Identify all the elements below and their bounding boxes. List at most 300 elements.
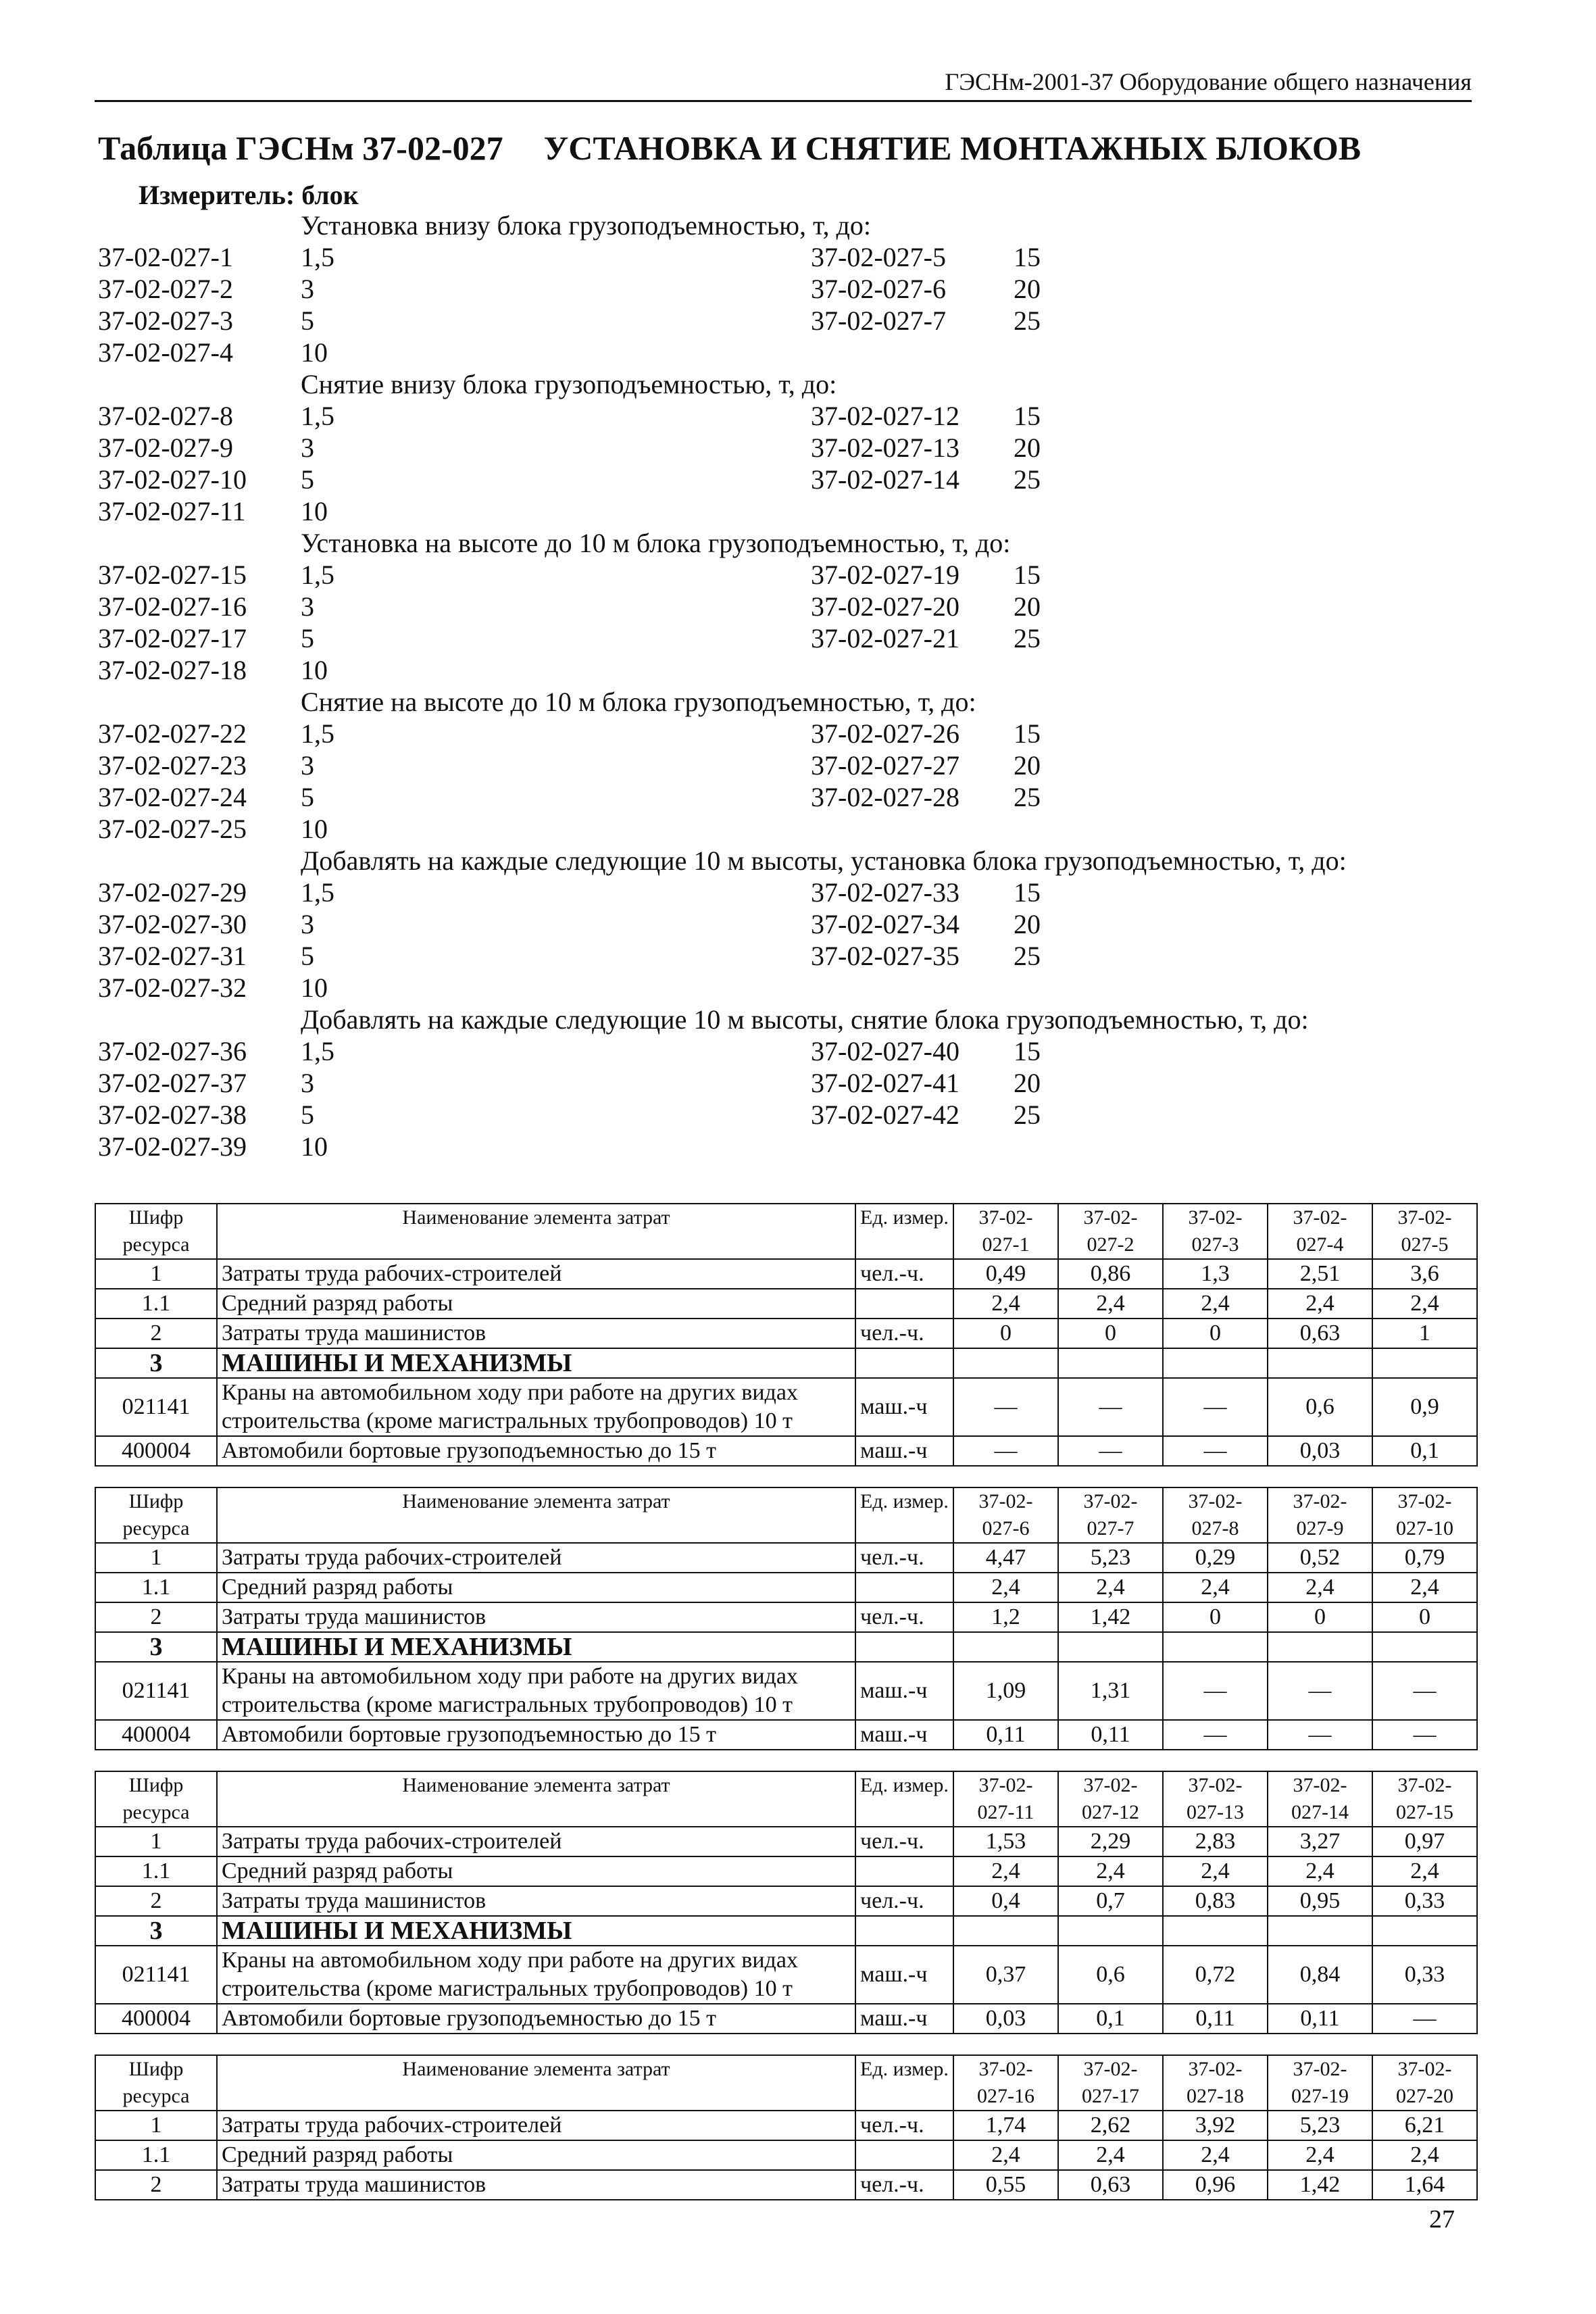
header-norm-code: 37-02- 027-20 [1372, 2055, 1477, 2111]
resource-unit: маш.-ч [855, 1378, 953, 1436]
resource-unit: маш.-ч [855, 1662, 953, 1720]
header-name: Наименование элемента затрат [217, 1487, 855, 1543]
measure-unit: Измеритель: блок [139, 180, 359, 210]
item-code: 37-02-027-36 [98, 1036, 247, 1066]
table-heading: УСТАНОВКА И СНЯТИЕ МОНТАЖНЫХ БЛОКОВ [543, 129, 1362, 167]
resource-name: Затраты труда рабочих-строителей [217, 2111, 855, 2140]
resource-value: 0,1 [1058, 2004, 1163, 2034]
item-capacity: 20 [1014, 909, 1041, 939]
item-code: 37-02-027-23 [98, 750, 247, 781]
resource-value: 6,21 [1372, 2111, 1477, 2140]
header-name: Наименование элемента затрат [217, 2055, 855, 2111]
header-norm-code: 37-02- 027-2 [1058, 1204, 1163, 1259]
group-row [98, 241, 1483, 273]
item-code [811, 813, 1014, 845]
group-row [98, 718, 1483, 749]
resource-value: — [1372, 1720, 1477, 1750]
item-capacity: 15 [1014, 877, 1041, 908]
item-capacity: 15 [1014, 242, 1041, 272]
header-unit: Ед. измер. [855, 1771, 953, 1827]
resource-unit: маш.-ч [855, 1720, 953, 1750]
item-code: 37-02-027-5 [811, 242, 946, 272]
resource-value: 0,72 [1163, 1946, 1268, 2004]
resource-value: 1,3 [1163, 1259, 1268, 1289]
resource-value: 3,6 [1372, 1259, 1477, 1289]
resource-value: 0,83 [1163, 1886, 1268, 1916]
group-row [98, 591, 1483, 622]
item-capacity: 20 [1014, 1068, 1041, 1098]
group-row [98, 305, 1483, 337]
table-header-row [95, 1487, 1477, 1543]
resource-value: 0,03 [953, 2004, 1058, 2034]
resource-value [953, 1348, 1058, 1378]
item-capacity [1014, 972, 1149, 1004]
resource-value: 1,09 [953, 1662, 1058, 1720]
group-caption: Добавлять на каждые следующие 10 м высоты, снятие блока грузоподъемностью, т, до: [301, 1004, 1309, 1035]
resource-value [1268, 1348, 1372, 1378]
resource-unit [855, 1632, 953, 1662]
table-row [95, 2004, 1477, 2034]
header-code: Шифр ресурса [95, 2055, 217, 2111]
resource-value: 0 [1163, 1602, 1268, 1632]
table-row [95, 1720, 1477, 1750]
resource-value: 2,4 [1372, 1573, 1477, 1602]
item-capacity: 1,5 [301, 560, 334, 590]
item-code: 37-02-027-27 [811, 750, 959, 781]
table-row [95, 1662, 1477, 1720]
resource-unit: чел.-ч. [855, 1827, 953, 1856]
resource-value: 2,4 [1372, 1289, 1477, 1319]
resource-unit: чел.-ч. [855, 1886, 953, 1916]
item-code: 37-02-027-20 [811, 591, 959, 622]
cost-table-2 [95, 1487, 1478, 1750]
table-row [95, 1289, 1477, 1319]
group-row [98, 1067, 1483, 1099]
resource-code: 1.1 [95, 1573, 217, 1602]
resource-value: 1,53 [953, 1827, 1058, 1856]
resource-value: 2,4 [1268, 2140, 1372, 2170]
item-code: 37-02-027-19 [811, 560, 959, 590]
resource-value: 2,4 [1372, 1856, 1477, 1886]
item-code: 37-02-027-18 [98, 655, 247, 685]
header-unit: Ед. измер. [855, 1487, 953, 1543]
resource-value: 0,1 [1372, 1436, 1477, 1466]
header-norm-code: 37-02- 027-14 [1268, 1771, 1372, 1827]
resource-unit: чел.-ч. [855, 2170, 953, 2200]
resource-value: 0,49 [953, 1259, 1058, 1289]
item-capacity: 10 [301, 814, 328, 844]
resource-unit [855, 2140, 953, 2170]
item-code: 37-02-027-38 [98, 1100, 247, 1130]
resource-unit: чел.-ч. [855, 1319, 953, 1348]
table-row [95, 1602, 1477, 1632]
table-row [95, 1573, 1477, 1602]
resource-value [1163, 1348, 1268, 1378]
item-capacity: 3 [301, 433, 314, 463]
table-row [95, 1348, 1477, 1378]
header-norm-code: 37-02- 027-17 [1058, 2055, 1163, 2111]
item-capacity: 15 [1014, 1036, 1041, 1066]
resource-name: Затраты труда машинистов [217, 1886, 855, 1916]
resource-value: — [953, 1378, 1058, 1436]
resource-value: 2,4 [1058, 1856, 1163, 1886]
group-row [98, 622, 1483, 654]
item-capacity: 20 [1014, 750, 1041, 781]
item-capacity: 25 [1014, 305, 1041, 336]
resource-value: 2,51 [1268, 1259, 1372, 1289]
resource-code: 1 [95, 1543, 217, 1573]
resource-unit: маш.-ч [855, 2004, 953, 2034]
resource-value: 0 [1163, 1319, 1268, 1348]
table-row [95, 2111, 1477, 2140]
item-code: 37-02-027-29 [98, 877, 247, 908]
group-row [98, 813, 1483, 845]
resource-name: Автомобили бортовые грузоподъемностью до 15 т [217, 1436, 855, 1466]
header-norm-code: 37-02- 027-1 [953, 1204, 1058, 1259]
item-code: 37-02-027-17 [98, 623, 247, 654]
resource-name: МАШИНЫ И МЕХАНИЗМЫ [217, 1916, 855, 1946]
resource-unit [855, 1348, 953, 1378]
resource-value: 4,47 [953, 1543, 1058, 1573]
item-capacity: 15 [1014, 560, 1041, 590]
item-code: 37-02-027-22 [98, 718, 247, 749]
resource-value: — [953, 1436, 1058, 1466]
group-row [98, 972, 1483, 1004]
resource-value: 0 [953, 1319, 1058, 1348]
resource-value: 2,4 [1372, 2140, 1477, 2170]
item-code: 37-02-027-34 [811, 909, 959, 939]
item-capacity: 1,5 [301, 242, 334, 272]
resource-value: 0,37 [953, 1946, 1058, 2004]
header-norm-code: 37-02- 027-5 [1372, 1204, 1477, 1259]
item-capacity: 5 [301, 782, 314, 812]
resource-value: 0,7 [1058, 1886, 1163, 1916]
resource-value: 0,03 [1268, 1436, 1372, 1466]
resource-value: 0,95 [1268, 1886, 1372, 1916]
group-row [98, 749, 1483, 781]
cost-table-4 [95, 2054, 1478, 2200]
resource-value: 0,4 [953, 1886, 1058, 1916]
resource-value: 1,64 [1372, 2170, 1477, 2200]
group-row [98, 781, 1483, 813]
resource-value: 1 [1372, 1319, 1477, 1348]
item-capacity: 5 [301, 941, 314, 971]
item-code: 37-02-027-8 [98, 401, 233, 431]
group-row [98, 273, 1483, 305]
resource-name: Затраты труда рабочих-строителей [217, 1827, 855, 1856]
header-norm-code: 37-02- 027-19 [1268, 2055, 1372, 2111]
item-code [811, 972, 1014, 1004]
item-code: 37-02-027-16 [98, 591, 247, 622]
resource-name: Средний разряд работы [217, 1573, 855, 1602]
table-row [95, 1916, 1477, 1946]
resource-value [1058, 1632, 1163, 1662]
group-row [98, 559, 1483, 591]
item-capacity: 10 [301, 496, 328, 526]
item-code: 37-02-027-31 [98, 941, 247, 971]
header-norm-code: 37-02- 027-10 [1372, 1487, 1477, 1543]
group-caption: Установка на высоте до 10 м блока грузоподъемностью, т, до: [301, 528, 1011, 558]
item-code: 37-02-027-3 [98, 305, 233, 336]
resource-code: 1.1 [95, 1289, 217, 1319]
item-capacity: 10 [301, 655, 328, 685]
resource-value: 0,11 [1058, 1720, 1163, 1750]
group-caption: Снятие на высоте до 10 м блока грузоподъемностью, т, до: [301, 687, 976, 717]
work-items-list [98, 210, 1483, 1162]
resource-value: 0,55 [953, 2170, 1058, 2200]
resource-value: 2,4 [953, 1289, 1058, 1319]
item-capacity: 15 [1014, 401, 1041, 431]
resource-unit: маш.-ч [855, 1946, 953, 2004]
resource-value [1058, 1916, 1163, 1946]
item-capacity: 1,5 [301, 1036, 334, 1066]
group-row [98, 1035, 1483, 1067]
resource-value: 2,4 [953, 1856, 1058, 1886]
resource-value: 0,11 [953, 1720, 1058, 1750]
header-norm-code: 37-02- 027-12 [1058, 1771, 1163, 1827]
resource-value: 0,86 [1058, 1259, 1163, 1289]
resource-name: Затраты труда рабочих-строителей [217, 1543, 855, 1573]
item-capacity [1014, 1131, 1149, 1162]
item-capacity: 20 [1014, 433, 1041, 463]
item-code: 37-02-027-39 [98, 1131, 247, 1162]
resource-value: 5,23 [1268, 2111, 1372, 2140]
item-capacity: 5 [301, 305, 314, 336]
item-code: 37-02-027-13 [811, 433, 959, 463]
resource-code: 021141 [95, 1946, 217, 2004]
resource-name: Затраты труда машинистов [217, 1319, 855, 1348]
table-label: Таблица ГЭСНм 37-02-027 [98, 129, 503, 167]
header-norm-code: 37-02- 027-7 [1058, 1487, 1163, 1543]
resource-value: 0,6 [1268, 1378, 1372, 1436]
resource-value: 0,63 [1058, 2170, 1163, 2200]
group-row [98, 654, 1483, 686]
item-code: 37-02-027-33 [811, 877, 959, 908]
group-row [98, 908, 1483, 940]
resource-name: Краны на автомобильном ходу при работе на других видах строительства (кроме магистральных трубопроводов) 10 т [217, 1946, 855, 2004]
resource-value: — [1163, 1378, 1268, 1436]
resource-value: 2,4 [1163, 1573, 1268, 1602]
resource-value: 0,33 [1372, 1886, 1477, 1916]
item-code: 37-02-027-32 [98, 973, 247, 1003]
resource-value: 0 [1268, 1602, 1372, 1632]
resource-value: 2,4 [953, 1573, 1058, 1602]
resource-name: Средний разряд работы [217, 1289, 855, 1319]
resource-value: 1,42 [1058, 1602, 1163, 1632]
table-row [95, 1543, 1477, 1573]
table-row [95, 1827, 1477, 1856]
resource-unit: чел.-ч. [855, 1259, 953, 1289]
group-row [98, 464, 1483, 495]
resource-unit [855, 1856, 953, 1886]
item-code: 37-02-027-12 [811, 401, 959, 431]
header-norm-code: 37-02- 027-6 [953, 1487, 1058, 1543]
resource-value: 2,4 [1058, 1289, 1163, 1319]
table-row [95, 1632, 1477, 1662]
item-code: 37-02-027-24 [98, 782, 247, 812]
table-header-row [95, 2055, 1477, 2111]
header-norm-code: 37-02- 027-11 [953, 1771, 1058, 1827]
item-code: 37-02-027-2 [98, 274, 233, 304]
resource-value: — [1163, 1720, 1268, 1750]
item-code: 37-02-027-6 [811, 274, 946, 304]
header-name: Наименование элемента затрат [217, 1771, 855, 1827]
resource-value: 0 [1058, 1319, 1163, 1348]
resource-code: 2 [95, 1319, 217, 1348]
resource-code: 400004 [95, 2004, 217, 2034]
resource-name: МАШИНЫ И МЕХАНИЗМЫ [217, 1348, 855, 1378]
resource-value [1058, 1348, 1163, 1378]
item-code: 37-02-027-1 [98, 242, 233, 272]
resource-value [953, 1632, 1058, 1662]
resource-value: 2,83 [1163, 1827, 1268, 1856]
item-capacity: 25 [1014, 623, 1041, 654]
group-caption: Установка внизу блока грузоподъемностью, т, до: [301, 210, 871, 241]
item-code: 37-02-027-7 [811, 305, 946, 336]
resource-value: 1,31 [1058, 1662, 1163, 1720]
header-code: Шифр ресурса [95, 1487, 217, 1543]
item-code: 37-02-027-10 [98, 464, 247, 495]
item-capacity: 3 [301, 274, 314, 304]
table-row [95, 1378, 1477, 1436]
resource-value [1163, 1632, 1268, 1662]
item-capacity: 1,5 [301, 401, 334, 431]
resource-value: 0,11 [1268, 2004, 1372, 2034]
resource-value: 0,52 [1268, 1543, 1372, 1573]
group-row [98, 877, 1483, 908]
item-code: 37-02-027-14 [811, 464, 959, 495]
resource-value: — [1163, 1662, 1268, 1720]
item-capacity: 1,5 [301, 718, 334, 749]
item-capacity: 3 [301, 909, 314, 939]
item-code: 37-02-027-40 [811, 1036, 959, 1066]
item-capacity: 3 [301, 1068, 314, 1098]
resource-value: 1,2 [953, 1602, 1058, 1632]
item-code: 37-02-027-37 [98, 1068, 247, 1098]
resource-value: 2,4 [953, 2140, 1058, 2170]
resource-unit: чел.-ч. [855, 1543, 953, 1573]
resource-value [1163, 1916, 1268, 1946]
header-name: Наименование элемента затрат [217, 1204, 855, 1259]
item-capacity: 5 [301, 464, 314, 495]
header-unit: Ед. измер. [855, 2055, 953, 2111]
item-code [811, 337, 1014, 368]
table-row [95, 2170, 1477, 2200]
item-capacity: 10 [301, 973, 328, 1003]
header-norm-code: 37-02- 027-4 [1268, 1204, 1372, 1259]
item-code [811, 654, 1014, 686]
resource-value [1372, 1632, 1477, 1662]
item-capacity: 25 [1014, 464, 1041, 495]
resource-code: 021141 [95, 1662, 217, 1720]
header-norm-code: 37-02- 027-18 [1163, 2055, 1268, 2111]
item-code [811, 495, 1014, 527]
resource-value: 5,23 [1058, 1543, 1163, 1573]
item-code: 37-02-027-9 [98, 433, 233, 463]
resource-code: 3 [95, 1916, 217, 1946]
group-row [98, 432, 1483, 464]
resource-value: 2,4 [1058, 1573, 1163, 1602]
header-norm-code: 37-02- 027-16 [953, 2055, 1058, 2111]
table-header-row [95, 1204, 1477, 1259]
resource-name: Затраты труда машинистов [217, 2170, 855, 2200]
resource-unit: чел.-ч. [855, 2111, 953, 2140]
resource-value: 0,96 [1163, 2170, 1268, 2200]
item-code: 37-02-027-21 [811, 623, 959, 654]
item-capacity [1014, 337, 1149, 368]
resource-value: 0,6 [1058, 1946, 1163, 2004]
resource-value: 2,4 [1058, 2140, 1163, 2170]
resource-name: МАШИНЫ И МЕХАНИЗМЫ [217, 1632, 855, 1662]
resource-code: 3 [95, 1348, 217, 1378]
item-code: 37-02-027-15 [98, 560, 247, 590]
item-capacity: 1,5 [301, 877, 334, 908]
resource-value: — [1268, 1662, 1372, 1720]
item-code: 37-02-027-30 [98, 909, 247, 939]
page-number: 27 [1429, 2205, 1455, 2234]
resource-value [1268, 1916, 1372, 1946]
header-code: Шифр ресурса [95, 1204, 217, 1259]
resource-value: 2,4 [1268, 1573, 1372, 1602]
group-row [98, 1131, 1483, 1162]
resource-value: — [1163, 1436, 1268, 1466]
resource-name: Автомобили бортовые грузоподъемностью до 15 т [217, 2004, 855, 2034]
resource-name: Краны на автомобильном ходу при работе на других видах строительства (кроме магистральных трубопроводов) 10 т [217, 1662, 855, 1720]
item-capacity: 5 [301, 1100, 314, 1130]
item-capacity: 3 [301, 750, 314, 781]
item-code: 37-02-027-11 [98, 496, 246, 526]
resource-value: 2,62 [1058, 2111, 1163, 2140]
table-row [95, 2140, 1477, 2170]
resource-name: Автомобили бортовые грузоподъемностью до 15 т [217, 1720, 855, 1750]
item-capacity: 20 [1014, 591, 1041, 622]
resource-value: 0,9 [1372, 1378, 1477, 1436]
resource-value: 0 [1372, 1602, 1477, 1632]
resource-value: 2,29 [1058, 1827, 1163, 1856]
cost-table-3 [95, 1771, 1478, 2034]
resource-value: 0,11 [1163, 2004, 1268, 2034]
resource-code: 021141 [95, 1378, 217, 1436]
resource-unit [855, 1289, 953, 1319]
resource-unit [855, 1916, 953, 1946]
table-header-row [95, 1771, 1477, 1827]
resource-value: — [1058, 1436, 1163, 1466]
header-code: Шифр ресурса [95, 1771, 217, 1827]
cost-table-1 [95, 1203, 1478, 1467]
resource-unit: чел.-ч. [855, 1602, 953, 1632]
resource-value: 0,63 [1268, 1319, 1372, 1348]
resource-value: 2,4 [1163, 2140, 1268, 2170]
resource-value: 2,4 [1163, 1289, 1268, 1319]
header-norm-code: 37-02- 027-13 [1163, 1771, 1268, 1827]
resource-value [1372, 1348, 1477, 1378]
resource-code: 1 [95, 1259, 217, 1289]
resource-value: — [1058, 1378, 1163, 1436]
table-row [95, 1946, 1477, 2004]
header-norm-code: 37-02- 027-3 [1163, 1204, 1268, 1259]
group-row [98, 940, 1483, 972]
item-capacity: 20 [1014, 274, 1041, 304]
group-row [98, 400, 1483, 432]
item-code: 37-02-027-4 [98, 337, 233, 368]
item-capacity: 10 [301, 1131, 328, 1162]
resource-unit [855, 1573, 953, 1602]
header-norm-code: 37-02- 027-9 [1268, 1487, 1372, 1543]
table-row [95, 1856, 1477, 1886]
item-capacity: 15 [1014, 718, 1041, 749]
resource-code: 1 [95, 1827, 217, 1856]
group-row [98, 1099, 1483, 1131]
